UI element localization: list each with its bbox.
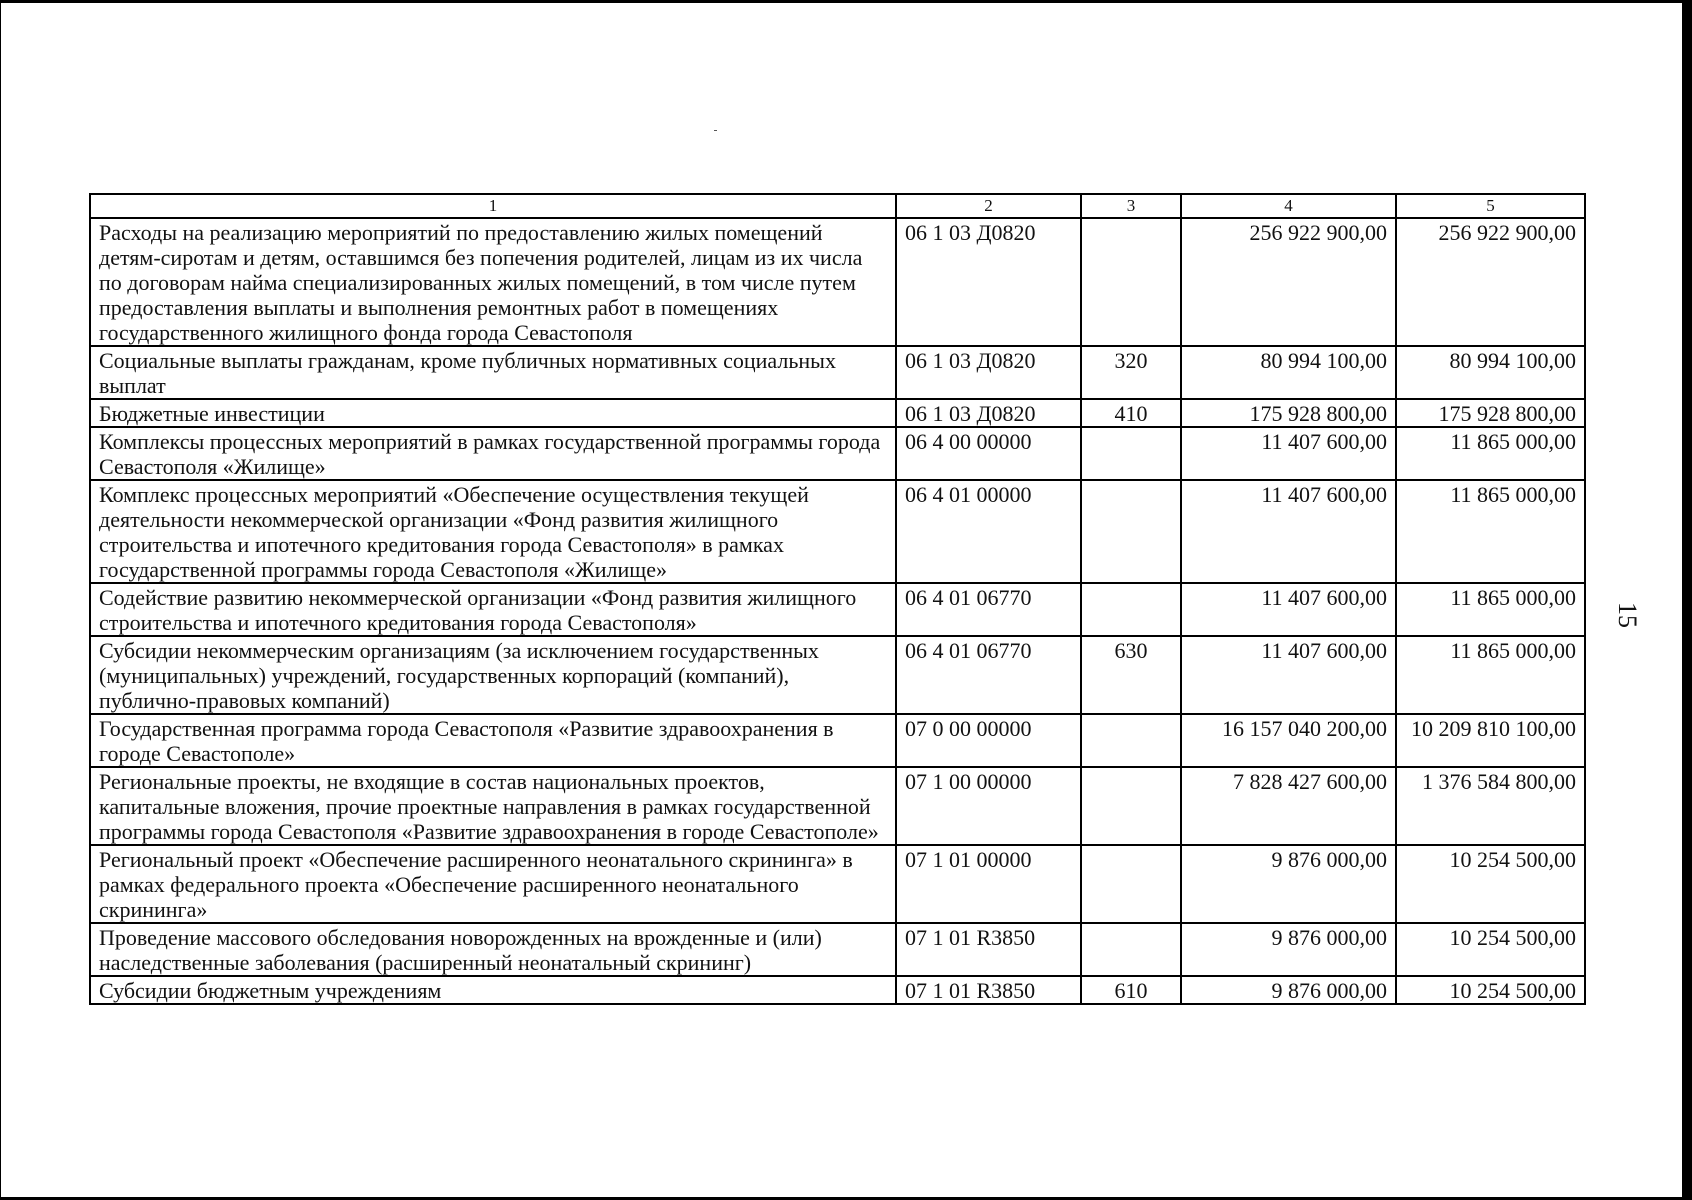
table-row: [90, 845, 1585, 923]
expense-type-code: [1081, 714, 1181, 767]
target-article-code: 06 4 01 00000: [896, 480, 1081, 583]
target-article-code: 07 1 00 00000: [896, 767, 1081, 845]
amount-col-4: 175 928 800,00: [1181, 399, 1396, 427]
expense-name: Региональные проекты, не входящие в состав национальных проектов, капитальные вложения, прочие проектные направления в рамках государственной программы города Севастополя «Развитие здравоохранения в городе Севастополе»: [90, 767, 896, 845]
amount-col-5: 1 376 584 800,00: [1396, 767, 1585, 845]
amount-col-5: 11 865 000,00: [1396, 427, 1585, 480]
amount-col-4: 16 157 040 200,00: [1181, 714, 1396, 767]
table-row: [90, 399, 1585, 427]
target-article-code: 06 4 01 06770: [896, 583, 1081, 636]
expense-name: Проведение массового обследования новорожденных на врожденные и (или) наследственные заболевания (расширенный неонатальный скрининг): [90, 923, 896, 976]
column-header-1: 1: [90, 194, 896, 218]
target-article-code: 06 1 03 Д0820: [896, 399, 1081, 427]
amount-col-4: 9 876 000,00: [1181, 923, 1396, 976]
expense-name: Социальные выплаты гражданам, кроме публичных нормативных социальных выплат: [90, 346, 896, 399]
table-row: [90, 714, 1585, 767]
column-header-4: 4: [1181, 194, 1396, 218]
scan-mark: [714, 130, 717, 131]
page-number: 15: [1613, 602, 1642, 628]
expense-name: Субсидии некоммерческим организациям (за исключением государственных (муниципальных) учреждений, государственных корпораций (компаний), публично-правовых компаний): [90, 636, 896, 714]
amount-col-4: 11 407 600,00: [1181, 636, 1396, 714]
table-row: [90, 480, 1585, 583]
expense-type-code: [1081, 480, 1181, 583]
amount-col-4: 11 407 600,00: [1181, 583, 1396, 636]
amount-col-5: 256 922 900,00: [1396, 218, 1585, 346]
table-row: [90, 427, 1585, 480]
table-row: [90, 976, 1585, 1004]
expense-type-code: [1081, 583, 1181, 636]
target-article-code: 06 1 03 Д0820: [896, 346, 1081, 399]
expense-type-code: 630: [1081, 636, 1181, 714]
target-article-code: 06 1 03 Д0820: [896, 218, 1081, 346]
table-row: [90, 346, 1585, 399]
column-header-5: 5: [1396, 194, 1585, 218]
expense-name: Комплекс процессных мероприятий «Обеспечение осуществления текущей деятельности некоммерческой организации «Фонд развития жилищного строительства и ипотечного кредитования города Севастополя» в рамках государственной программы города Севастополя «Жилище»: [90, 480, 896, 583]
amount-col-4: 9 876 000,00: [1181, 845, 1396, 923]
table-row: [90, 923, 1585, 976]
expense-type-code: 410: [1081, 399, 1181, 427]
target-article-code: 06 4 00 00000: [896, 427, 1081, 480]
amount-col-4: 7 828 427 600,00: [1181, 767, 1396, 845]
expense-type-code: [1081, 845, 1181, 923]
expense-name: Государственная программа города Севастополя «Развитие здравоохранения в городе Севастополе»: [90, 714, 896, 767]
amount-col-5: 10 254 500,00: [1396, 976, 1585, 1004]
target-article-code: 06 4 01 06770: [896, 636, 1081, 714]
amount-col-4: 9 876 000,00: [1181, 976, 1396, 1004]
expense-name: Комплексы процессных мероприятий в рамках государственной программы города Севастополя «Жилище»: [90, 427, 896, 480]
target-article-code: 07 1 01 R3850: [896, 976, 1081, 1004]
amount-col-5: 11 865 000,00: [1396, 583, 1585, 636]
header-row: [90, 194, 1585, 218]
amount-col-5: 10 254 500,00: [1396, 923, 1585, 976]
column-header-3: 3: [1081, 194, 1181, 218]
amount-col-5: 11 865 000,00: [1396, 636, 1585, 714]
amount-col-5: 175 928 800,00: [1396, 399, 1585, 427]
expense-type-code: 320: [1081, 346, 1181, 399]
target-article-code: 07 1 01 R3850: [896, 923, 1081, 976]
table-row: [90, 583, 1585, 636]
amount-col-5: 80 994 100,00: [1396, 346, 1585, 399]
expense-type-code: [1081, 923, 1181, 976]
expense-name: Содействие развитию некоммерческой организации «Фонд развития жилищного строительства и ипотечного кредитования города Севастополя»: [90, 583, 896, 636]
expense-type-code: [1081, 427, 1181, 480]
amount-col-4: 80 994 100,00: [1181, 346, 1396, 399]
amount-col-4: 11 407 600,00: [1181, 427, 1396, 480]
amount-col-4: 256 922 900,00: [1181, 218, 1396, 346]
table-row: [90, 636, 1585, 714]
table-row: [90, 218, 1585, 346]
target-article-code: 07 1 01 00000: [896, 845, 1081, 923]
expense-name: Бюджетные инвестиции: [90, 399, 896, 427]
expense-type-code: [1081, 218, 1181, 346]
expense-name: Региональный проект «Обеспечение расширенного неонатального скрининга» в рамках федерального проекта «Обеспечение расширенного неонатального скрининга»: [90, 845, 896, 923]
expense-name: Субсидии бюджетным учреждениям: [90, 976, 896, 1004]
amount-col-5: 10 254 500,00: [1396, 845, 1585, 923]
expense-name: Расходы на реализацию мероприятий по предоставлению жилых помещений детям-сиротам и детям, оставшимся без попечения родителей, лицам из их числа по договорам найма специализированных жилых помещений, в том числе путем предоставления выплаты и выполнения ремонтных работ в помещениях государственного жилищного фонда города Севастополя: [90, 218, 896, 346]
amount-col-4: 11 407 600,00: [1181, 480, 1396, 583]
amount-col-5: 10 209 810 100,00: [1396, 714, 1585, 767]
column-header-2: 2: [896, 194, 1081, 218]
expense-type-code: [1081, 767, 1181, 845]
budget-table: [89, 193, 1586, 1005]
target-article-code: 07 0 00 00000: [896, 714, 1081, 767]
table-row: [90, 767, 1585, 845]
amount-col-5: 11 865 000,00: [1396, 480, 1585, 583]
expense-type-code: 610: [1081, 976, 1181, 1004]
